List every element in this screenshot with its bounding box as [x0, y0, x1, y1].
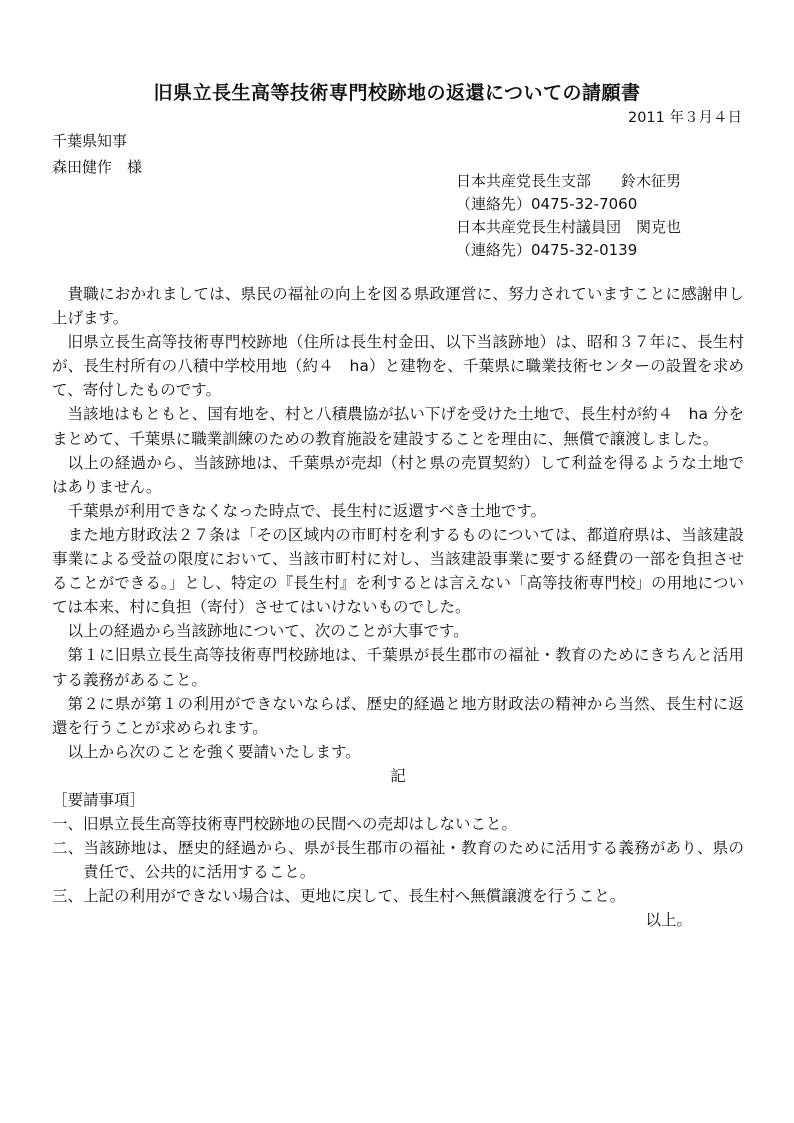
request-heading: ［要請事項］	[52, 790, 146, 809]
body-paragraph: 以上から次のことを強く要請いたします。	[67, 742, 361, 761]
body-paragraph: 以上の経過から、当該跡地は、千葉県が売却（村と県の売買契約）して利益を得るような土地ではありません。	[52, 453, 744, 496]
recipient-name: 森田健作 様	[52, 158, 143, 176]
request-item: 三、上記の利用ができない場合は、更地に戻して、長生村へ無償譲渡を行うこと。	[52, 887, 626, 906]
body-paragraph: 千葉県が利用できなくなった時点で、長生村に返還すべき土地です。	[67, 501, 547, 520]
request-item: 一、旧県立長生高等技術専門校跡地の民間への売却はしないこと。	[52, 815, 518, 834]
body-paragraph: 旧県立長生高等技術専門校跡地（住所は長生村金田、以下当該跡地）は、昭和３７年に、長生村が、長生村所有の八積中学校用地（約４ ha）と建物を、千葉県に職業技術センターの設置を求めて、寄付したものです。	[52, 333, 744, 400]
recipient-title: 千葉県知事	[52, 132, 128, 150]
body-paragraph: 以上の経過から当該跡地について、次のことが大事です。	[67, 622, 469, 641]
body-paragraph: 第１に旧県立長生高等技術専門校跡地は、千葉県が長生郡市の福祉・教育のためにきちんと活用する義務があること。	[52, 646, 744, 689]
body-paragraph: 当該地はもともと、国有地を、村と八積農協が払い下げを受けた土地で、長生村が約４ ha 分をまとめて、千葉県に職業訓練のための教育施設を建設することを理由に、無償で譲渡しました。	[52, 405, 744, 448]
ki-marker: 記	[390, 766, 406, 785]
document-date: 2011 年３月４日	[627, 110, 742, 126]
closing-text: 以上。	[645, 911, 692, 930]
sender-line: 日本共産党長生村議員団 関克也	[456, 218, 682, 236]
body-paragraph: 貴職におかれましては、県民の福祉の向上を図る県政運営に、努力されていますことに感謝申し上げます。	[52, 285, 744, 328]
request-item: 二、当該跡地は、歴史的経過から、県が長生郡市の福祉・教育のために活用する義務があり、県の責任で、公共的に活用すること。	[52, 839, 744, 882]
body-paragraph: 第２に県が第１の利用ができないならば、歴史的経過と地方財政法の精神から当然、長生村に返還を行うことが求められます。	[52, 694, 744, 737]
sender-contact: （連絡先）0475-32-7060	[456, 195, 638, 213]
sender-contact: （連絡先）0475-32-0139	[456, 241, 638, 259]
document-body	[52, 282, 744, 933]
document-title: 旧県立長生高等技術専門校跡地の返還についての請願書	[153, 82, 641, 104]
sender-line: 日本共産党長生支部 鈴木征男	[456, 172, 682, 190]
body-paragraph: また地方財政法２７条は「その区域内の市町村を利するものについては、都道府県は、当該建設事業による受益の限度において、当該市町村に対し、当該建設事業に要する経費の一部を負担させることができる。」とし、特定の『長生村』を利するとは言えない「高等技術専門校」の用地については本来、村に負担（寄付）させてはいけないものでした。	[52, 525, 744, 617]
